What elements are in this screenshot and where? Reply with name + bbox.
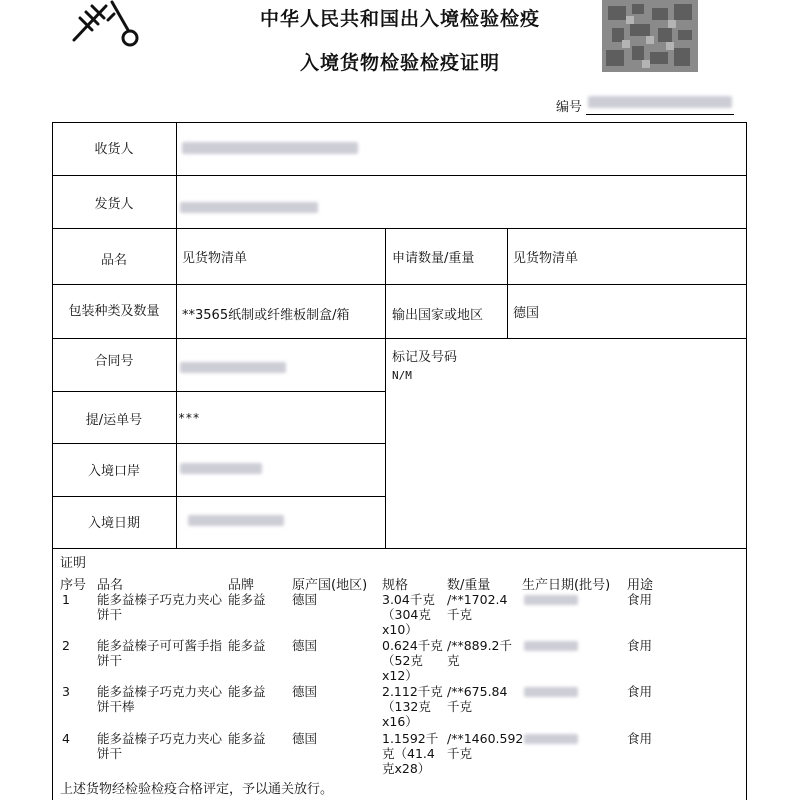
row-2-seq: 2 [62, 638, 70, 653]
row-2-qty: /**889.2千克 [447, 638, 512, 668]
marks-label: 标记及号码 [392, 350, 458, 365]
consignor-label: 发货人 [94, 197, 134, 212]
serial-number-redacted [588, 96, 732, 108]
certificate-footer-statement: 上述货物经检验检疫合格评定，予以通关放行。 [60, 782, 334, 797]
goods-name-label: 品名 [100, 253, 127, 268]
packaging-label: 包装种类及数量 [68, 304, 160, 319]
row-3-seq: 3 [62, 684, 70, 699]
quantity-label: 申请数量/重量 [392, 251, 475, 266]
bill-label: 提/运单号 [85, 413, 143, 428]
row-3-use: 食用 [627, 684, 653, 699]
row-2-name: 能多益榛子可可酱手指饼干 [97, 638, 223, 668]
packaging-value: **3565纸制或纤维板制盒/箱 [182, 308, 350, 323]
row-4-seq: 4 [62, 731, 70, 746]
form-line-8 [52, 548, 747, 549]
serial-number-label: 编号 [556, 100, 583, 115]
col-header-use: 用途 [627, 578, 654, 593]
consignee-value-redacted [182, 142, 358, 154]
form-line-2 [52, 228, 747, 229]
row-1-spec: 3.04千克（304克x10） [382, 592, 435, 637]
form-line-7 [52, 496, 385, 497]
form-col-divider-3 [507, 228, 508, 338]
col-header-seq: 序号 [60, 578, 87, 593]
form-line-6 [52, 443, 385, 444]
origin-country-label: 输出国家或地区 [392, 308, 484, 323]
port-value-redacted [180, 463, 262, 474]
form-col-divider-1 [176, 122, 177, 548]
bill-value: *** [178, 411, 200, 425]
row-1-use: 食用 [627, 592, 653, 607]
row-2-brand: 能多益 [228, 638, 266, 653]
contract-label: 合同号 [94, 354, 134, 369]
row-1-prod-date-redacted [524, 595, 578, 605]
goods-name-value: 见货物清单 [182, 251, 248, 266]
row-3-name: 能多益榛子巧克力夹心饼干棒 [97, 684, 223, 714]
document-title-line1: 中华人民共和国出入境检验检疫 [259, 8, 540, 30]
row-4-origin: 德国 [292, 731, 318, 746]
col-header-brand: 品牌 [228, 578, 255, 593]
form-border-top [52, 122, 747, 123]
port-label: 入境口岸 [87, 464, 140, 479]
certificate-heading: 证明 [60, 556, 87, 571]
row-3-origin: 德国 [292, 684, 318, 699]
row-1-name: 能多益榛子巧克力夹心饼干 [97, 592, 223, 622]
row-4-use: 食用 [627, 731, 653, 746]
row-2-origin: 德国 [292, 638, 318, 653]
row-2-use: 食用 [627, 638, 653, 653]
form-line-5 [52, 391, 385, 392]
origin-country-value: 德国 [513, 306, 540, 321]
form-line-3 [52, 284, 747, 285]
row-1-qty: /**1702.4千克 [447, 592, 508, 622]
form-border-right [746, 122, 747, 800]
col-header-prod-date: 生产日期(批号) [522, 578, 611, 593]
qr-code-icon [602, 0, 698, 72]
row-3-prod-date-redacted [524, 687, 578, 697]
form-line-4 [52, 338, 747, 339]
row-3-spec: 2.112千克（132克x16） [382, 684, 443, 729]
row-3-brand: 能多益 [228, 684, 266, 699]
serial-underline [586, 114, 734, 115]
consignor-value-redacted [180, 202, 318, 213]
document-title-line2: 入境货物检验检疫证明 [299, 52, 500, 74]
row-1-brand: 能多益 [228, 592, 266, 607]
row-4-prod-date-redacted [524, 734, 578, 744]
row-3-qty: /**675.84千克 [447, 684, 508, 714]
form-line-1 [52, 175, 747, 176]
row-4-qty: /**1460.592千克 [447, 731, 524, 761]
col-header-origin: 原产国(地区) [292, 578, 368, 593]
form-col-divider-2 [385, 228, 386, 548]
quantity-value: 见货物清单 [513, 251, 579, 266]
consignee-label: 收货人 [94, 142, 134, 157]
row-4-brand: 能多益 [228, 731, 266, 746]
row-2-prod-date-redacted [524, 641, 578, 651]
row-4-spec: 1.1592千克（41.4克x28） [382, 731, 439, 776]
col-header-qty: 数/重量 [447, 578, 491, 593]
row-1-seq: 1 [62, 592, 70, 607]
row-1-origin: 德国 [292, 592, 318, 607]
marks-value: N/M [392, 369, 412, 382]
col-header-spec: 规格 [382, 578, 409, 593]
date-label: 入境日期 [87, 516, 140, 531]
row-2-spec: 0.624千克（52克x12） [382, 638, 443, 683]
date-value-redacted [188, 515, 284, 526]
row-4-name: 能多益榛子巧克力夹心饼干 [97, 731, 223, 761]
contract-value-redacted [180, 362, 286, 373]
col-header-name: 品名 [97, 578, 124, 593]
